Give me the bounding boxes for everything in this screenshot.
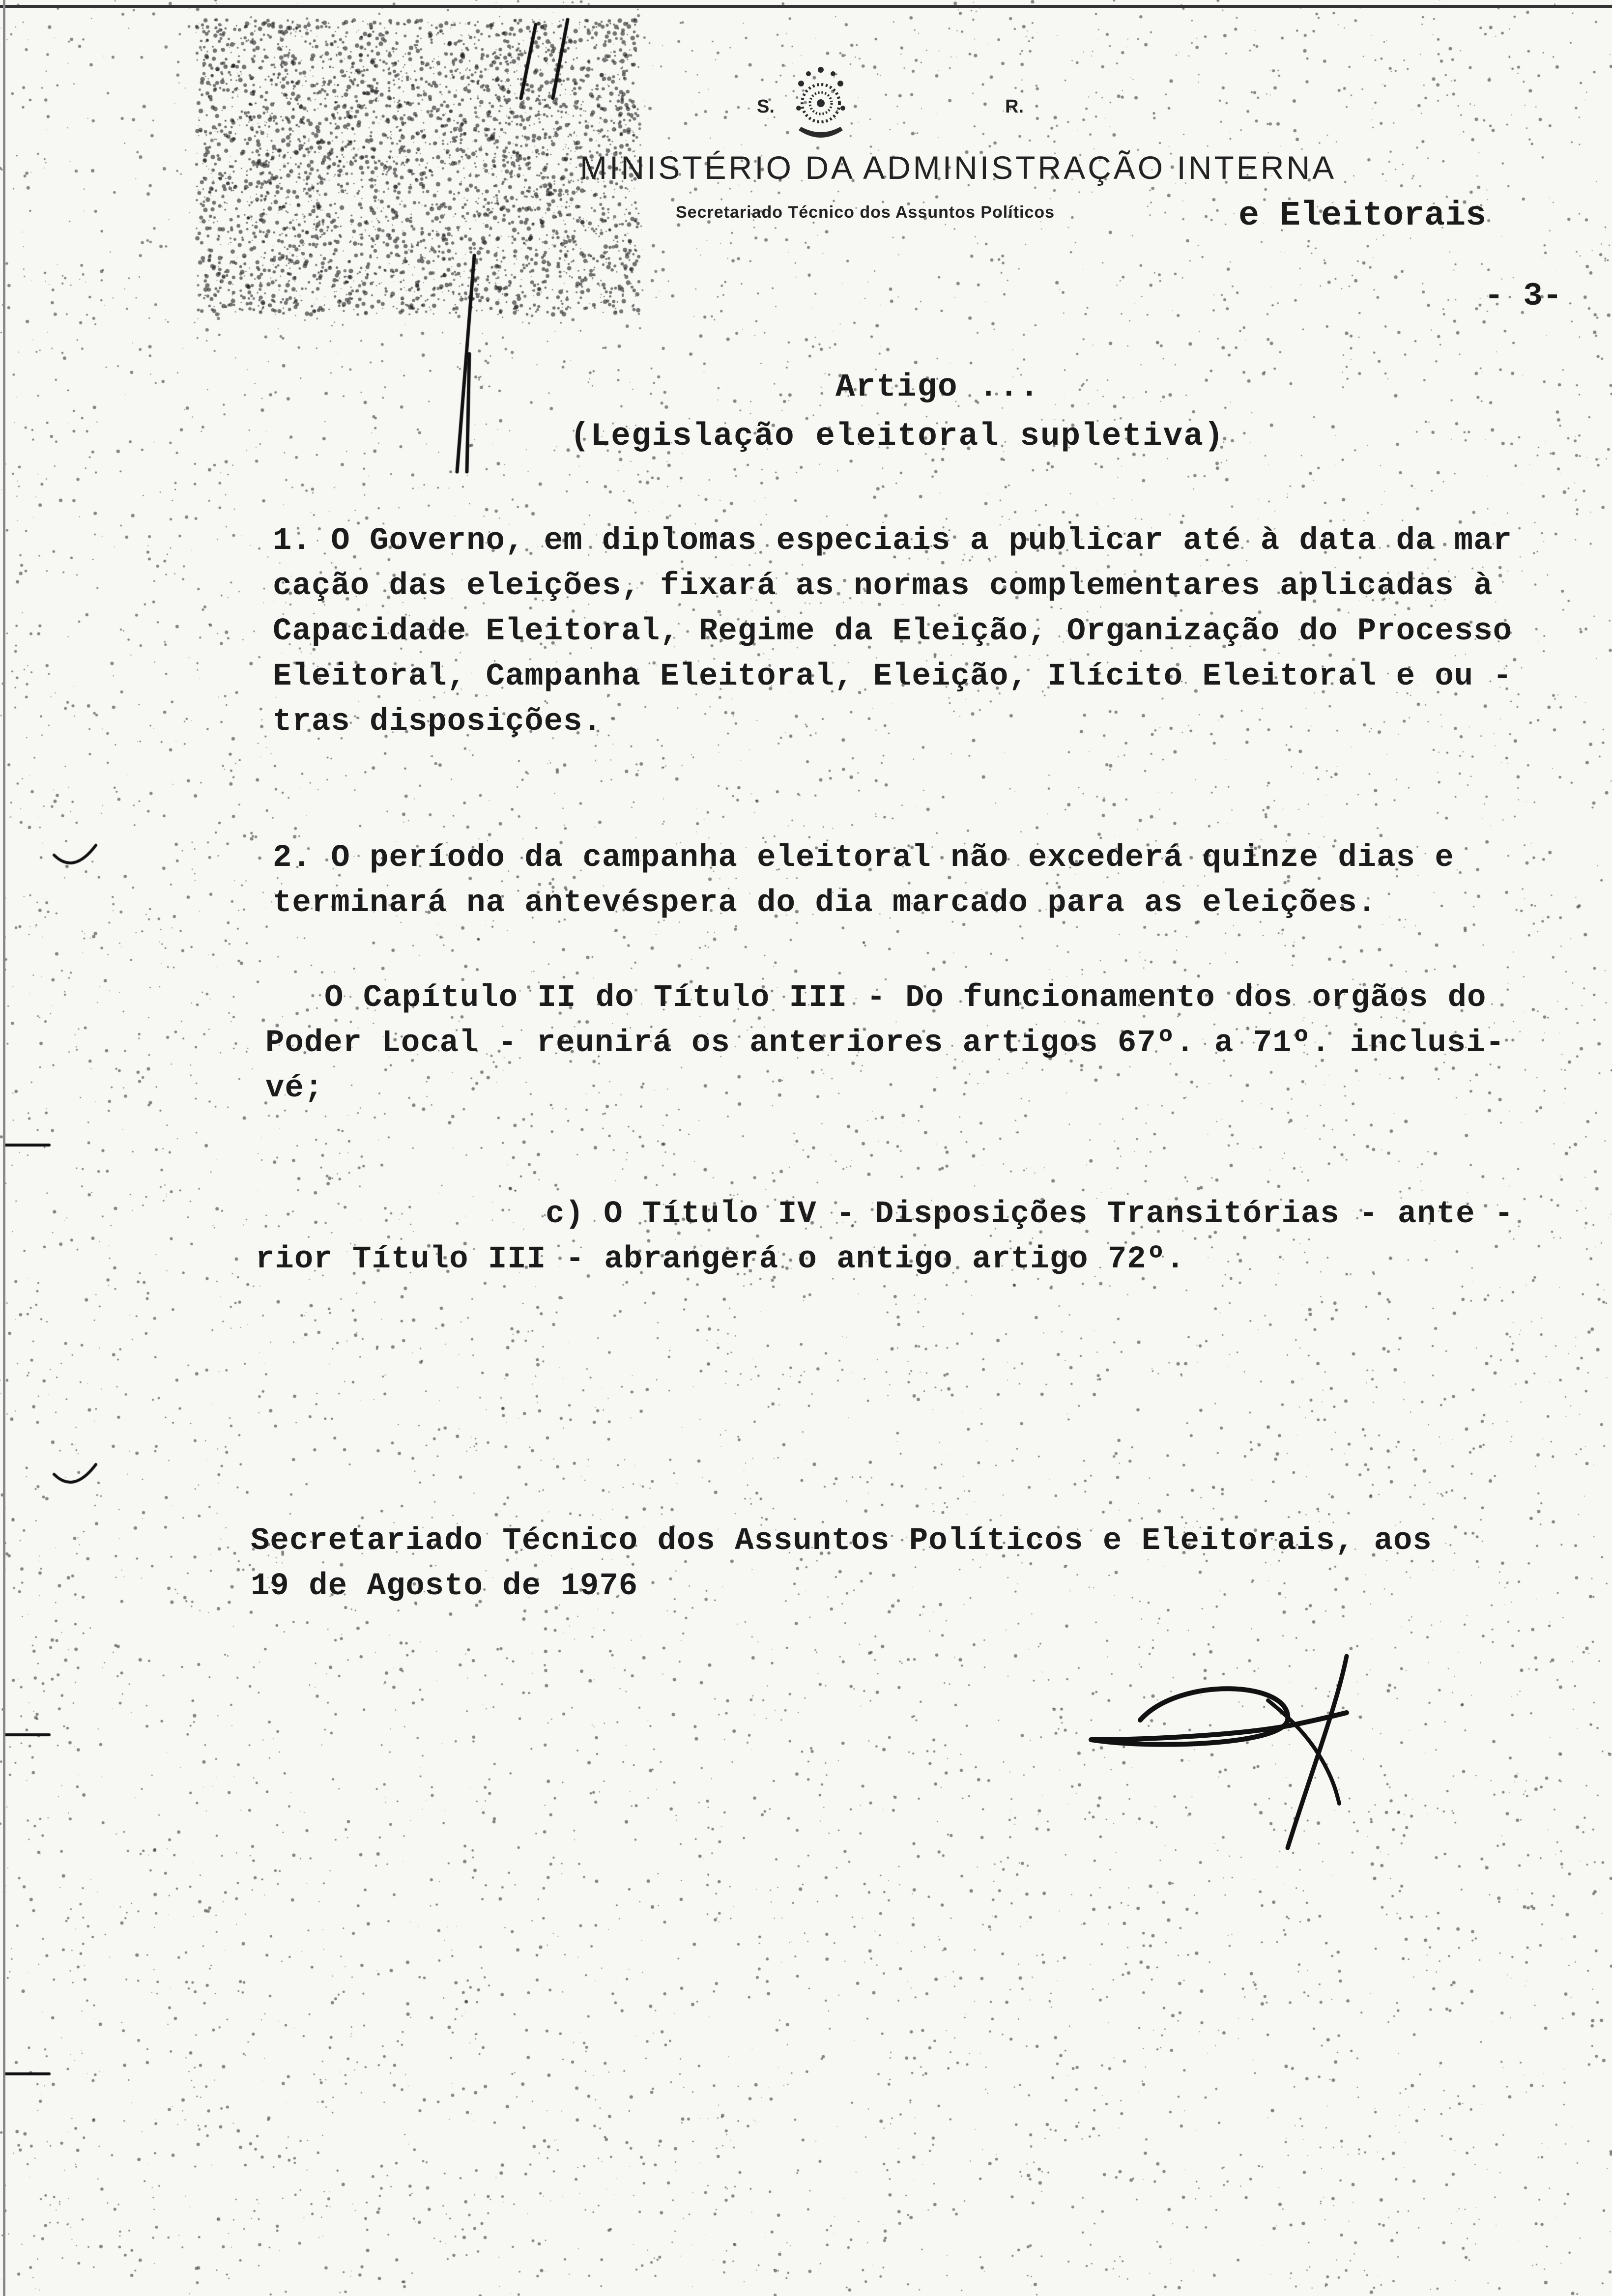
text-line: 1. O Governo, em diplomas especiais a publicar até à data da mar xyxy=(273,523,1512,559)
handwritten-signature xyxy=(1081,1646,1425,1872)
republic-seal-icon xyxy=(779,64,863,147)
text-line: O Capítulo II do Título III - Do funcionamento dos orgãos do xyxy=(324,980,1487,1016)
text-line: Poder Local - reunirá os anteriores artigos 67º. a 71º. inclusi- xyxy=(265,1026,1505,1061)
text-line: Eleitoral, Campanha Eleitoral, Eleição, Ilícito Eleitoral e ou - xyxy=(273,659,1512,694)
article-title: Artigo ... xyxy=(835,369,1040,405)
seal-left-letter: S. xyxy=(757,96,775,117)
seal-right-letter: R. xyxy=(1005,96,1024,117)
paragraph-2 xyxy=(273,835,1600,926)
page-number: - 3- xyxy=(1484,278,1562,315)
text-line: rior Título III - abrangerá o antigo artigo 72º. xyxy=(256,1242,1185,1277)
secretariat-heading: Secretariado Técnico dos Assuntos Políticos xyxy=(676,203,1055,222)
closing-line: Secretariado Técnico dos Assuntos Políticos e Eleitorais, aos xyxy=(251,1523,1432,1559)
paragraph-4 xyxy=(256,1192,1583,1282)
text-line: tras disposições. xyxy=(273,704,602,740)
paragraph-3 xyxy=(265,976,1592,1111)
article-subtitle: (Legislação eleitoral supletiva) xyxy=(570,418,1225,455)
left-margin-rule xyxy=(3,0,5,2296)
text-line: 2. O período da campanha eleitoral não excederá quinze dias e xyxy=(273,840,1454,876)
text-line: vé; xyxy=(265,1071,324,1106)
ministry-heading: MINISTÉRIO DA ADMINISTRAÇÃO INTERNA xyxy=(580,149,1337,186)
text-line: terminará na antevéspera do dia marcado para as eleições. xyxy=(273,886,1377,921)
text-line: Capacidade Eleitoral, Regime da Eleição, Organização do Processo xyxy=(273,614,1512,649)
secretariat-heading-suffix: e Eleitorais xyxy=(1238,197,1487,235)
paragraph-1 xyxy=(273,518,1600,745)
closing-block xyxy=(251,1519,1432,1609)
top-edge-rule xyxy=(0,5,1612,8)
text-line: c) O Título IV - Disposições Transitórias - ante - xyxy=(546,1197,1514,1232)
text-line: cação das eleições, fixará as normas complementares aplicadas à xyxy=(273,569,1493,604)
closing-date: 19 de Agosto de 1976 xyxy=(251,1569,638,1604)
